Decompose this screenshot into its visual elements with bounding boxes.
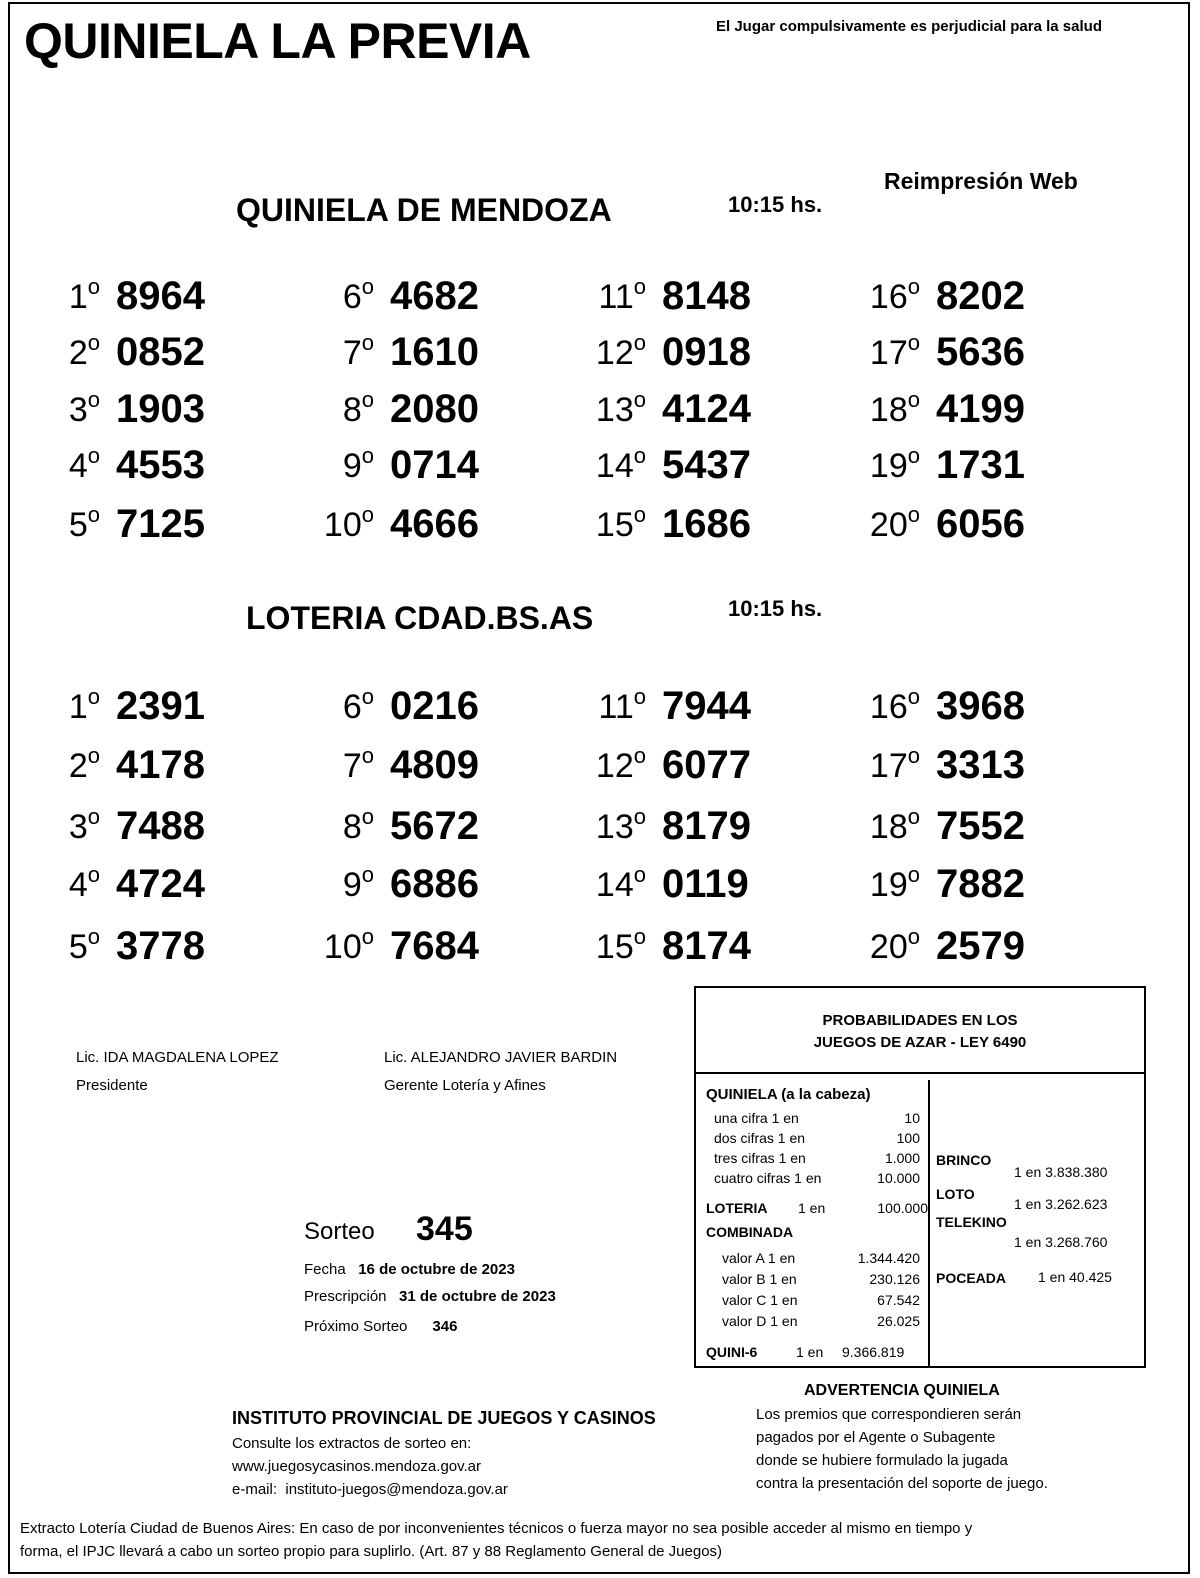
loteria-result-number: 5672 — [390, 804, 479, 848]
loteria-position-label — [20, 684, 100, 727]
ordinal-indicator: o — [907, 330, 920, 355]
loteria-result-number: 7944 — [662, 684, 751, 728]
brinco-odds-value: 1 en 3.838.380 — [1014, 1164, 1108, 1180]
loteria-position-number: 11 — [598, 688, 634, 726]
loteria-position-number: 16 — [869, 688, 908, 726]
mendoza-position-number: 19 — [869, 447, 908, 485]
combinada-odds-value: 1.344.420 — [857, 1250, 920, 1266]
combinada-odds-label: valor A 1 en — [722, 1250, 796, 1266]
mendoza-position-number: 7 — [342, 334, 362, 372]
loteria-position-label — [294, 862, 374, 905]
ordinal-indicator: o — [87, 684, 100, 709]
ordinal-indicator: o — [633, 330, 646, 355]
loteria-result-number: 7684 — [390, 924, 479, 968]
footer-note-line2: forma, el IPJC llevará a cabo un sorteo propio para suplirlo. (Art. 87 y 88 Reglamento General de Juegos) — [20, 1543, 723, 1560]
loteria-result-number: 3313 — [936, 743, 1025, 787]
ordinal-indicator: o — [361, 387, 374, 412]
ordinal-indicator: o — [633, 743, 646, 768]
ordinal-indicator: o — [361, 804, 374, 829]
ordinal-indicator: o — [907, 274, 920, 299]
loteria-odds-label: LOTERIA — [706, 1200, 768, 1216]
mendoza-position-number: 4 — [68, 447, 88, 485]
advertencia-line: contra la presentación del soporte de juego. — [756, 1475, 1048, 1492]
telekino-odds-label: TELEKINO — [936, 1214, 1007, 1230]
combinada-odds-value: 230.126 — [869, 1271, 920, 1287]
mendoza-result-number: 8148 — [662, 274, 751, 318]
mendoza-draw-time: 10:15 hs. — [728, 192, 823, 217]
signature-left — [76, 1044, 279, 1100]
loteria-position-number: 19 — [869, 866, 908, 904]
loteria-position-label — [566, 862, 646, 905]
mendoza-position-number: 11 — [598, 278, 634, 316]
loteria-result-number: 2579 — [936, 924, 1025, 968]
loteria-result-number: 6886 — [390, 862, 479, 906]
combinada-odds-title: COMBINADA — [706, 1224, 794, 1240]
footer-note-line1: Extracto Lotería Ciudad de Buenos Aires: En caso de por inconvenientes técnicos o fuerza mayor no sea posible acceder al mismo en tiempo y — [20, 1520, 973, 1537]
loteria-position-label — [20, 862, 100, 905]
mendoza-position-label — [566, 502, 646, 545]
ordinal-indicator: o — [907, 804, 920, 829]
ordinal-indicator: o — [87, 924, 100, 949]
combinada-odds-value: 67.542 — [877, 1292, 920, 1308]
mendoza-position-label — [566, 274, 646, 317]
mendoza-position-label — [840, 387, 920, 430]
mendoza-result-number: 4666 — [390, 502, 479, 546]
signature-right-role: Gerente Lotería y Afines — [384, 1077, 546, 1094]
mendoza-result-number: 2080 — [390, 387, 479, 431]
probabilities-box — [694, 986, 1146, 1368]
loteria-result-number: 0119 — [662, 862, 749, 906]
quini6-odds-label: QUINI-6 — [706, 1344, 758, 1360]
ordinal-indicator: o — [907, 743, 920, 768]
mendoza-result-number: 0852 — [116, 330, 205, 374]
brinco-odds-label: BRINCO — [936, 1152, 992, 1168]
loteria-odds-value: 100.000 — [877, 1200, 928, 1216]
loteria-position-number: 15 — [595, 928, 634, 966]
combinada-odds-label: valor C 1 en — [722, 1292, 798, 1308]
loteria-position-label — [840, 743, 920, 786]
institute-website-link[interactable]: www.juegosycasinos.mendoza.gov.ar — [232, 1458, 482, 1475]
loteria-result-number: 7488 — [116, 804, 205, 848]
poceada-odds-value: 1 en 40.425 — [1038, 1269, 1112, 1285]
mendoza-result-number: 0918 — [662, 330, 751, 374]
quini6-odds-text: 1 en — [796, 1344, 824, 1360]
health-warning: El Jugar compulsivamente es perjudicial para la salud — [716, 18, 1102, 35]
loteria-position-label — [840, 684, 920, 727]
loteria-position-label — [294, 684, 374, 727]
ordinal-indicator: o — [87, 274, 100, 299]
mendoza-position-number: 1 — [68, 278, 88, 316]
loteria-result-number: 8179 — [662, 804, 751, 848]
ordinal-indicator: o — [633, 387, 646, 412]
telekino-odds-value: 1 en 3.268.760 — [1014, 1234, 1108, 1250]
mendoza-position-label — [840, 502, 920, 545]
mendoza-result-number: 1686 — [662, 502, 751, 546]
ordinal-indicator: o — [907, 862, 920, 887]
quiniela-odds-label: dos cifras 1 en — [714, 1130, 806, 1146]
loteria-result-number: 4724 — [116, 862, 205, 906]
loteria-position-number: 8 — [342, 808, 362, 846]
ordinal-indicator: o — [87, 443, 100, 468]
mendoza-position-number: 15 — [595, 506, 634, 544]
ordinal-indicator: o — [361, 743, 374, 768]
loteria-position-label — [20, 804, 100, 847]
institute-email-row — [232, 1481, 508, 1498]
advertencia-line: donde se hubiere formulado la jugada — [756, 1452, 1008, 1469]
fecha-label: Fecha — [304, 1261, 346, 1278]
ordinal-indicator: o — [87, 862, 100, 887]
mendoza-position-number: 9 — [342, 447, 362, 485]
quiniela-odds-value: 10.000 — [877, 1170, 920, 1186]
mendoza-position-label — [20, 330, 100, 373]
proximo-sorteo-value: 346 — [432, 1318, 458, 1335]
probabilities-title-line1: PROBABILIDADES EN LOS — [822, 1012, 1018, 1029]
prescripcion-label: Prescripción — [304, 1288, 387, 1305]
loteria-position-number: 4 — [68, 866, 88, 904]
ordinal-indicator: o — [633, 502, 646, 527]
loteria-result-number: 0216 — [390, 684, 479, 728]
mendoza-position-number: 8 — [342, 391, 362, 429]
loteria-position-number: 7 — [342, 747, 362, 785]
loteria-draw-time: 10:15 hs. — [728, 596, 823, 621]
mendoza-result-number: 6056 — [936, 502, 1025, 546]
quini6-odds-value: 9.366.819 — [842, 1344, 905, 1360]
ordinal-indicator: o — [633, 684, 646, 709]
ordinal-indicator: o — [87, 502, 100, 527]
loteria-result-number: 3778 — [116, 924, 205, 968]
loteria-position-number: 3 — [68, 808, 88, 846]
ordinal-indicator: o — [361, 684, 374, 709]
proximo-sorteo-label: Próximo Sorteo — [304, 1318, 408, 1335]
mendoza-result-number: 0714 — [390, 443, 479, 487]
quiniela-odds-label: una cifra 1 en — [714, 1110, 799, 1126]
sorteo-number: 345 — [416, 1210, 473, 1248]
loteria-position-number: 1 — [68, 688, 88, 726]
mendoza-result-number: 5437 — [662, 443, 751, 487]
mendoza-position-number: 14 — [595, 447, 634, 485]
quiniela-odds-value: 1.000 — [884, 1150, 920, 1166]
loteria-result-number: 6077 — [662, 743, 751, 787]
mendoza-position-label — [840, 443, 920, 486]
prescripcion-row — [304, 1288, 556, 1305]
loteria-odds-text: 1 en — [798, 1200, 826, 1216]
ordinal-indicator: o — [87, 804, 100, 829]
loteria-position-label — [294, 924, 374, 967]
probabilities-title-line2: JUEGOS DE AZAR - LEY 6490 — [813, 1034, 1027, 1051]
ordinal-indicator: o — [633, 862, 646, 887]
probabilities-header — [696, 988, 1144, 1074]
ordinal-indicator: o — [361, 274, 374, 299]
institute-email-link[interactable]: instituto-juegos@mendoza.gov.ar — [285, 1481, 508, 1498]
mendoza-result-number: 4553 — [116, 443, 205, 487]
combinada-odds-label: valor B 1 en — [722, 1271, 797, 1287]
loteria-position-label — [20, 924, 100, 967]
quiniela-odds-title: QUINIELA (a la cabeza) — [706, 1086, 871, 1103]
ordinal-indicator: o — [87, 330, 100, 355]
ordinal-indicator: o — [907, 387, 920, 412]
quiniela-odds-label: cuatro cifras 1 en — [714, 1170, 822, 1186]
mendoza-result-number: 8964 — [116, 274, 205, 318]
loteria-result-number: 8174 — [662, 924, 751, 968]
advertencia-title: ADVERTENCIA QUINIELA — [804, 1382, 1000, 1399]
mendoza-result-number: 1610 — [390, 330, 479, 374]
ordinal-indicator: o — [633, 274, 646, 299]
mendoza-position-label — [566, 443, 646, 486]
mendoza-position-number: 2 — [68, 334, 88, 372]
mendoza-position-number: 10 — [323, 506, 362, 544]
proximo-sorteo-row — [304, 1318, 457, 1335]
ordinal-indicator: o — [361, 502, 374, 527]
prescripcion-value: 31 de octubre de 2023 — [399, 1288, 556, 1305]
loteria-position-label — [840, 804, 920, 847]
ordinal-indicator: o — [907, 502, 920, 527]
loteria-position-number: 9 — [342, 866, 362, 904]
ordinal-indicator: o — [361, 862, 374, 887]
loteria-position-number: 2 — [68, 747, 88, 785]
quiniela-odds-value: 10 — [904, 1110, 920, 1126]
loteria-position-number: 14 — [595, 866, 634, 904]
ordinal-indicator: o — [907, 443, 920, 468]
signature-left-role: Presidente — [76, 1077, 148, 1094]
reprint-label: Reimpresión Web — [884, 168, 1078, 194]
mendoza-result-number: 1903 — [116, 387, 205, 431]
mendoza-result-number: 4682 — [390, 274, 479, 318]
mendoza-position-number: 6 — [342, 278, 362, 316]
quiniela-odds-label: tres cifras 1 en — [714, 1150, 806, 1166]
fecha-row — [304, 1261, 515, 1278]
mendoza-result-number: 1731 — [936, 443, 1025, 487]
loteria-position-label — [840, 862, 920, 905]
institute-consult-line: Consulte los extractos de sorteo en: — [232, 1435, 472, 1452]
mendoza-result-number: 4199 — [936, 387, 1025, 431]
mendoza-position-number: 16 — [869, 278, 908, 316]
ordinal-indicator: o — [907, 924, 920, 949]
loteria-result-number: 4178 — [116, 743, 205, 787]
loteria-position-label — [566, 743, 646, 786]
sorteo-label: Sorteo — [304, 1218, 375, 1245]
mendoza-position-number: 5 — [68, 506, 88, 544]
loteria-position-label — [20, 743, 100, 786]
mendoza-position-label — [294, 443, 374, 486]
mendoza-position-label — [294, 330, 374, 373]
loteria-position-label — [566, 924, 646, 967]
loteria-position-number: 10 — [323, 928, 362, 966]
mendoza-result-number: 4124 — [662, 387, 751, 431]
poceada-odds-label: POCEADA — [936, 1270, 1007, 1286]
mendoza-position-label — [20, 274, 100, 317]
loteria-result-number: 3968 — [936, 684, 1025, 728]
loteria-position-number: 12 — [595, 747, 634, 785]
mendoza-position-number: 17 — [869, 334, 908, 372]
mendoza-position-label — [294, 274, 374, 317]
fecha-value: 16 de octubre de 2023 — [358, 1261, 515, 1278]
signature-right-name: Lic. ALEJANDRO JAVIER BARDIN — [384, 1049, 618, 1066]
ordinal-indicator: o — [633, 924, 646, 949]
loto-odds-label: LOTO — [936, 1186, 975, 1202]
signature-right — [384, 1044, 617, 1100]
probabilities-divider — [928, 1080, 930, 1366]
mendoza-position-label — [20, 443, 100, 486]
ordinal-indicator: o — [361, 443, 374, 468]
combinada-odds-label: valor D 1 en — [722, 1313, 798, 1329]
loteria-position-number: 13 — [595, 808, 634, 846]
loteria-position-number: 18 — [869, 808, 908, 846]
loteria-position-number: 6 — [342, 688, 362, 726]
mendoza-position-label — [566, 387, 646, 430]
loteria-position-label — [566, 684, 646, 727]
loteria-result-number: 7882 — [936, 862, 1025, 906]
mendoza-position-label — [20, 387, 100, 430]
mendoza-result-number: 5636 — [936, 330, 1025, 374]
mendoza-position-number: 12 — [595, 334, 634, 372]
combinada-odds-value: 26.025 — [877, 1313, 920, 1329]
institute-email-label: e-mail: — [232, 1481, 278, 1498]
loto-odds-value: 1 en 3.262.623 — [1014, 1196, 1108, 1212]
loteria-position-number: 20 — [869, 928, 908, 966]
loteria-position-label — [840, 924, 920, 967]
loteria-position-label — [566, 804, 646, 847]
ordinal-indicator: o — [907, 684, 920, 709]
ordinal-indicator: o — [87, 387, 100, 412]
quiniela-odds-value: 100 — [896, 1130, 920, 1146]
loteria-position-label — [294, 743, 374, 786]
ordinal-indicator: o — [633, 804, 646, 829]
mendoza-position-label — [840, 274, 920, 317]
ordinal-indicator: o — [361, 330, 374, 355]
advertencia-line: pagados por el Agente o Subagente — [756, 1429, 996, 1446]
mendoza-position-label — [840, 330, 920, 373]
signature-left-name: Lic. IDA MAGDALENA LOPEZ — [76, 1049, 279, 1066]
ordinal-indicator: o — [633, 443, 646, 468]
loteria-position-number: 17 — [869, 747, 908, 785]
loteria-result-number: 7552 — [936, 804, 1025, 848]
mendoza-position-number: 13 — [595, 391, 634, 429]
mendoza-position-label — [294, 502, 374, 545]
institute-name: INSTITUTO PROVINCIAL DE JUEGOS Y CASINOS — [232, 1408, 656, 1428]
ordinal-indicator: o — [361, 924, 374, 949]
mendoza-result-number: 8202 — [936, 274, 1025, 318]
mendoza-position-number: 18 — [869, 391, 908, 429]
mendoza-result-number: 7125 — [116, 502, 205, 546]
mendoza-position-number: 3 — [68, 391, 88, 429]
loteria-result-number: 2391 — [116, 684, 205, 728]
mendoza-section-title: QUINIELA DE MENDOZA — [236, 192, 612, 228]
mendoza-position-label — [20, 502, 100, 545]
loteria-section-title: LOTERIA CDAD.BS.AS — [246, 600, 594, 636]
mendoza-position-label — [294, 387, 374, 430]
mendoza-position-number: 20 — [869, 506, 908, 544]
mendoza-position-label — [566, 330, 646, 373]
ordinal-indicator: o — [87, 743, 100, 768]
loteria-result-number: 4809 — [390, 743, 479, 787]
loteria-position-label — [294, 804, 374, 847]
advertencia-line: Los premios que correspondieren serán — [756, 1406, 1022, 1423]
loteria-position-number: 5 — [68, 928, 88, 966]
page-title: QUINIELA LA PREVIA — [24, 13, 531, 69]
